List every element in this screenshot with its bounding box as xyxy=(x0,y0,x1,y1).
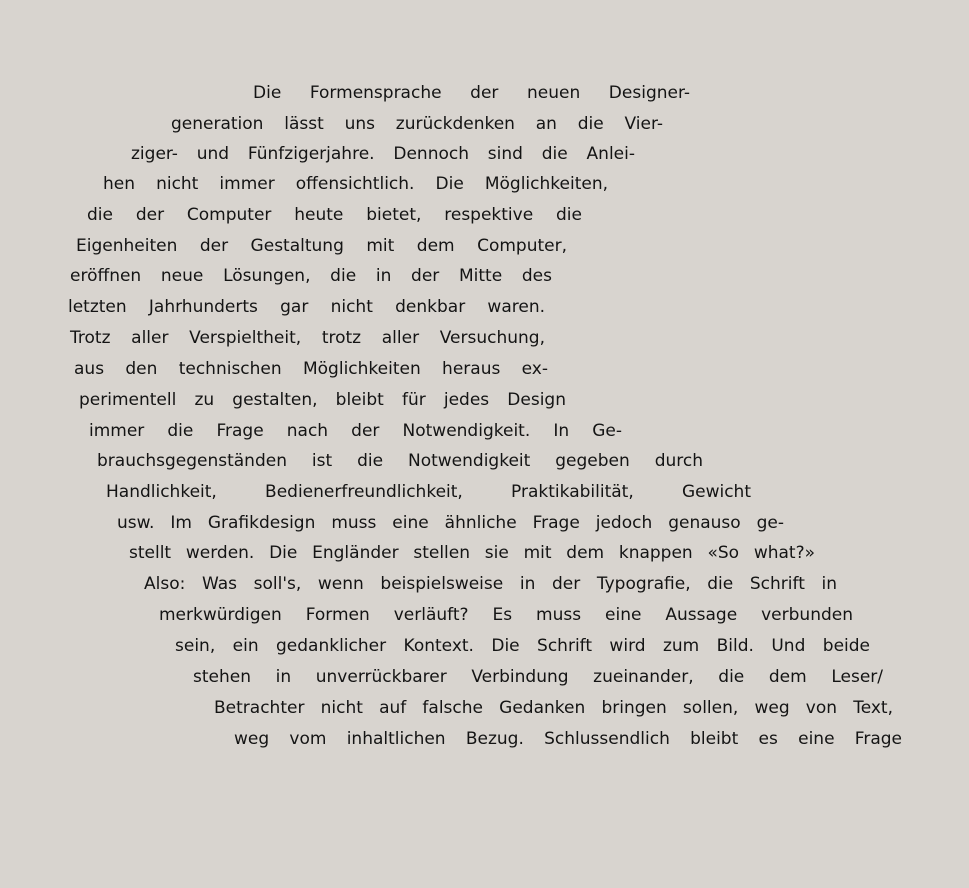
text-line: brauchsgegenständen ist die Notwendigkeit gegeben durch xyxy=(97,451,703,471)
text-line: generation lässt uns zurückdenken an die Vier- xyxy=(171,114,663,134)
text-line: usw. Im Grafikdesign muss eine ähnliche Frage jedoch genauso ge- xyxy=(117,513,784,533)
text-line: letzten Jahrhunderts gar nicht denkbar waren. xyxy=(68,297,545,317)
text-line: stehen in unverrückbarer Verbindung zueinander, die dem Leser/ xyxy=(193,667,883,687)
text-line: eröffnen neue Lösungen, die in der Mitte des xyxy=(70,266,552,286)
text-line: stellt werden. Die Engländer stellen sie mit dem knappen «So what?» xyxy=(129,543,815,563)
text-line: ziger- und Fünfzigerjahre. Dennoch sind die Anlei- xyxy=(131,144,635,164)
text-line: weg vom inhaltlichen Bezug. Schlussendlich bleibt es eine Frage xyxy=(234,729,902,749)
text-line: die der Computer heute bietet, respektive die xyxy=(87,205,582,225)
text-line: perimentell zu gestalten, bleibt für jedes Design xyxy=(79,390,566,410)
text-line: Trotz aller Verspieltheit, trotz aller Versuchung, xyxy=(70,328,545,348)
text-line: immer die Frage nach der Notwendigkeit. In Ge- xyxy=(89,421,622,441)
text-line: Handlichkeit, Bedienerfreundlichkeit, Praktikabilität, Gewicht xyxy=(106,482,751,502)
text-line: hen nicht immer offensichtlich. Die Möglichkeiten, xyxy=(103,174,608,194)
text-line: Betrachter nicht auf falsche Gedanken bringen sollen, weg von Text, xyxy=(214,698,893,718)
text-line: sein, ein gedanklicher Kontext. Die Schrift wird zum Bild. Und beide xyxy=(175,636,870,656)
text-line: Also: Was soll's, wenn beispielsweise in der Typografie, die Schrift in xyxy=(144,574,837,594)
text-line: aus den technischen Möglichkeiten heraus ex- xyxy=(74,359,548,379)
text-line: Die Formensprache der neuen Designer- xyxy=(253,83,690,103)
text-line: Eigenheiten der Gestaltung mit dem Computer, xyxy=(76,236,567,256)
text-line: merkwürdigen Formen verläuft? Es muss eine Aussage verbunden xyxy=(159,605,853,625)
